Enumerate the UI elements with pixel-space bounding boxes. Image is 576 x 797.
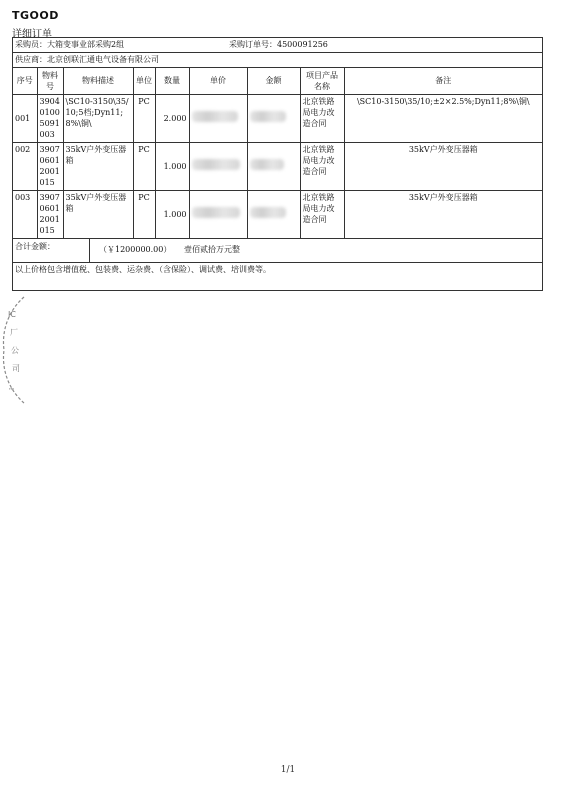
unit-price-redacted (189, 142, 247, 190)
material-number: 390706012001015 (37, 142, 63, 190)
page-number: 1/1 (280, 765, 296, 775)
material-description: 35kV户外变压器箱 (63, 190, 133, 238)
remark-cell: \SC10-3150\35/10;±2×2.5%;Dyn11;8%\铜\ (344, 94, 542, 142)
partial-seal-stamp (2, 295, 26, 405)
line-items-table (13, 68, 542, 239)
row-number: 001 (13, 94, 37, 142)
unit-cell: PC (133, 190, 155, 238)
column-header: 序号 (13, 68, 37, 94)
column-header: 单位 (133, 68, 155, 94)
buyer-field: 采购员：大箱变事业部采购2组 (15, 40, 125, 49)
material-number: 390706012001015 (37, 190, 63, 238)
buyer-row (13, 38, 542, 53)
quantity-cell: 1.000 (155, 142, 189, 190)
project-name: 北京铁路局电力改造合同 (300, 142, 344, 190)
supplier-row (13, 53, 542, 68)
amount-redacted (247, 94, 300, 142)
column-header: 物料描述 (63, 68, 133, 94)
unit-cell: PC (133, 142, 155, 190)
svg-text:IC: IC (8, 310, 16, 319)
material-number: 390401005091003 (37, 94, 63, 142)
table-row (13, 142, 542, 190)
total-divider (89, 239, 90, 262)
supplier-field: 供应商：北京创联汇通电气设备有限公司 (15, 55, 159, 64)
document-title: 详细订单 (12, 29, 52, 40)
seal-graphic (2, 295, 26, 405)
column-header: 金额 (247, 68, 300, 94)
row-number: 002 (13, 142, 37, 190)
unit-price-redacted (189, 190, 247, 238)
table-row (13, 190, 542, 238)
total-amount-words: 壹佰贰拾万元整 (184, 244, 240, 254)
total-label: 合计金额： (15, 241, 55, 251)
column-header: 备注 (344, 68, 542, 94)
column-header: 单价 (189, 68, 247, 94)
project-name: 北京铁路局电力改造合同 (300, 190, 344, 238)
remark-cell: 35kV户外变压器箱 (344, 142, 542, 190)
unit-price-redacted (189, 94, 247, 142)
project-name: 北京铁路局电力改造合同 (300, 94, 344, 142)
table-row (13, 94, 542, 142)
material-description: 35kV户外变压器箱 (63, 142, 133, 190)
quantity-cell: 2.000 (155, 94, 189, 142)
company-logo: TGOOD (12, 9, 59, 22)
table-header-row (13, 68, 542, 94)
price-note: 以上价格包含增值税、包装费、运杂费、（含保险）、调试费、培训费等。 (15, 264, 271, 274)
total-row (13, 239, 542, 263)
svg-text:厂: 厂 (10, 328, 18, 337)
remark-cell: 35kV户外变压器箱 (344, 190, 542, 238)
order-frame (12, 37, 543, 291)
row-number: 003 (13, 190, 37, 238)
amount-redacted (247, 142, 300, 190)
total-amount: （￥1200000.00） (99, 244, 172, 254)
quantity-cell: 1.000 (155, 190, 189, 238)
po-number-field: 采购订单号：4500091256 (229, 40, 328, 49)
material-description: \SC10-3150\35/10;5档;Dyn11;8%\铜\ (63, 94, 133, 142)
svg-text:司: 司 (12, 364, 20, 373)
amount-redacted (247, 190, 300, 238)
column-header: 数量 (155, 68, 189, 94)
unit-cell: PC (133, 94, 155, 142)
svg-text:公: 公 (11, 346, 19, 355)
svg-text:™: ™ (8, 387, 15, 395)
column-header: 项目产品名称 (300, 68, 344, 94)
column-header: 物料号 (37, 68, 63, 94)
